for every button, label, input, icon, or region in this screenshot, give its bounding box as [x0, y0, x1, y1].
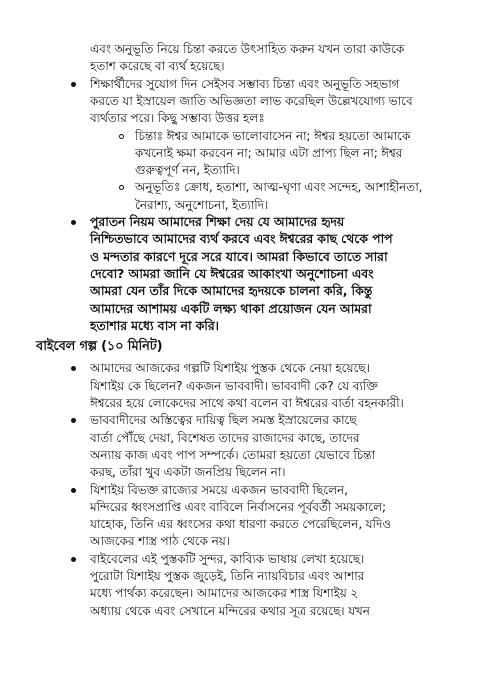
- poetic-line-2: পুরোটা যিশাইয় পুস্তক জুড়েই, তিনি ন্যায়বিচার এবং আশার: [90, 569, 365, 583]
- oldlaw-line-3: ও মন্দতার কারণে দূরে সরে যাবে। আমরা কিভাবে তাতে সারা: [90, 248, 388, 264]
- sub-bullet-marker: [119, 185, 124, 190]
- oldlaw-line-6: আমাদের আশাময় একটি লক্ষ্য থাকা প্রয়োজন যেন আমরা: [90, 300, 372, 316]
- isaiah-line-2: মন্দিরের ধ্বংসপ্রাপ্তি এবং বাবিলে নির্বাসনের পূর্ববর্তী সময়কালে;: [90, 499, 386, 514]
- opportunity-line-1: শিক্ষার্থীদের সুযোগ দিন সেইসব সম্ভাব্য চিন্তা এবং অনুভূতি সহভাগ: [90, 76, 400, 91]
- isaiah-line-3: যাহোক, তিনি এর ধ্বংসের কথা ধারণা করতে পেরেছিলেন, যদিও: [90, 517, 391, 532]
- bullet-marker: [71, 488, 76, 493]
- thoughts-line-3: গুরুত্বপূর্ণ নন, ইত্যাদি।: [135, 163, 240, 178]
- section-heading: বাইবেল গল্প (১০ মিনিট): [36, 339, 163, 355]
- intro-line-2: হতাশ করেছে বা ব্যর্থ হয়েছে।: [90, 59, 225, 74]
- prophets-line-4: করছ, তাঁরা খুব একটা জনপ্রিয় ছিলেন না।: [90, 465, 286, 480]
- isaiah-line-1: যিশাইয় বিভক্ত রাজ্যের সময়ে একজন ভাববাদী ছিলেন,: [90, 482, 348, 497]
- bullet-marker: [71, 418, 76, 423]
- bullet-marker: [71, 366, 76, 371]
- story-line-1: আমাদের আজকের গল্পটি যিশাইয় পুস্তক থেকে নেয়া হয়েছে।: [90, 361, 370, 376]
- oldlaw-line-1: পুরাতন নিয়ম আমাদের শিক্ষা দেয় যে আমাদের হৃদয়: [90, 214, 345, 229]
- sub-bullet-marker: [119, 134, 124, 139]
- feelings-line-2: নৈরাশ্য, অনুশোচনা, ইত্যাদি।: [135, 197, 269, 212]
- bullet-marker: [71, 82, 76, 87]
- thoughts-line-2: কখনোই ক্ষমা করবেন না; আমার এটা প্রাপ্য ছিল না; ঈশ্বর: [135, 145, 403, 160]
- story-line-2: যিশাইয় কে ছিলেন? একজন ভাববাদী। ভাববাদী কে? যে ব্যক্তি: [90, 378, 378, 393]
- oldlaw-line-7: হতাশার মধ্যে বাস না করি।: [90, 317, 219, 333]
- oldlaw-line-5: আমরা যেন তাঁর দিকে আমাদের হৃদয়কে চালনা করি, কিন্তু: [90, 283, 373, 299]
- oldlaw-line-4: দেবো? আমরা জানি যে ঈশ্বরের আকাংখা অনুশোচনা এবং: [90, 265, 374, 281]
- poetic-line-3: মধ্যে পার্থক্য করেছেন। আমাদের আজকের শাস্ত্র যিশাইয় ২: [90, 586, 359, 601]
- prophets-line-1: ভাববাদীদের অস্তিত্বের দায়িত্ব ছিল সমস্ত ইস্রায়েলের কাছে: [90, 413, 357, 428]
- oldlaw-line-2: নিশ্চিতভাবে আমাদের ব্যর্থ করবে এবং ঈশ্বরের কাছ থেকে পাপ: [90, 231, 393, 247]
- story-line-3: ঈশ্বরের হয়ে লোকেদের সাথে কথা বলেন বা ঈশ্বরের বার্তা বহনকারী।: [90, 396, 404, 410]
- poetic-line-1: বাইবেলের এই পুস্তকটি সুন্দর, কাব্যিক ভাষায় লেখা হয়েছে।: [90, 551, 365, 566]
- feelings-line-1: অনুভূতিঃ ক্রোধ, হতাশা, আত্ম-ঘৃণা এবং সন্দেহ, আশাহীনতা,: [135, 180, 423, 195]
- bullet-marker: [71, 220, 76, 225]
- poetic-line-4: অধ্যায় থেকে এবং সেখানে মন্দিরের কথার সূত্র রয়েছে। যখন: [90, 603, 370, 618]
- opportunity-line-2: করতে যা ইস্রায়েল জাতি অভিজ্ঞতা লাভ করেছিল উল্লেখযোগ্য ভাবে: [90, 93, 413, 108]
- prophets-line-2: বার্তা পৌঁছে দেয়া, বিশেষত তাদের রাজাদের কাছে, তাদের: [90, 430, 360, 445]
- prophets-line-3: অন্যায় কাজ এবং পাপ সম্পর্কে। তোমরা হয়তো যেভাবে চিন্তা: [90, 447, 376, 462]
- intro-line-1: এবং অনুভূতি নিয়ে চিন্তা করতে উৎসাহিত করুন যখন তারা কাউকে: [90, 42, 405, 56]
- opportunity-line-3: ব্যর্থতার পরে। কিছু সম্ভাব্য উত্তর হলঃ: [90, 111, 265, 126]
- thoughts-line-1: চিন্তাঃ ঈশ্বর আমাকে ভালোবাসেন না; ঈশ্বর হয়তো আমাকে: [135, 128, 411, 143]
- bullet-marker: [71, 557, 76, 562]
- isaiah-line-4: আজকের শাস্ত্র পাঠ থেকে নয়।: [90, 534, 230, 549]
